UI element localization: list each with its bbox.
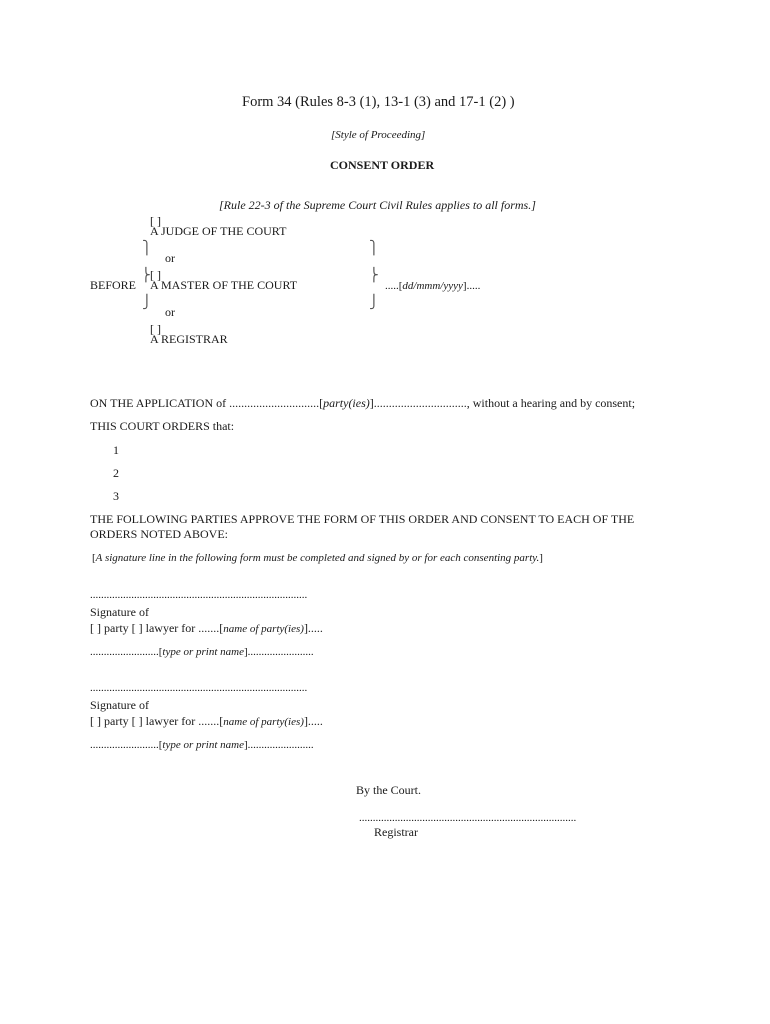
print-prefix-1: .........................[ [90, 646, 163, 658]
print-suffix-1: ]........................ [244, 646, 314, 658]
orders-intro: THIS COURT ORDERS that: [90, 419, 235, 433]
print-italic-2: type or print name [162, 739, 244, 751]
approval-line-2: ORDERS NOTED ABOVE: [90, 527, 229, 541]
note-open: [ [92, 552, 96, 564]
party-prefix-1: [ ] party [ ] lawyer for .......[ [90, 621, 224, 635]
signature-of-label-2: Signature of [90, 698, 149, 712]
or-separator-2: or [165, 305, 175, 319]
checkbox-master[interactable]: [ ] [150, 268, 161, 282]
option-master: A MASTER OF THE COURT [150, 278, 298, 292]
party-name-1: name of party(ies) [223, 623, 304, 635]
right-brace-bottom: ⎭ [369, 294, 379, 309]
approval-line-1: THE FOLLOWING PARTIES APPROVE THE FORM OF THIS ORDER AND CONSENT TO EACH OF THE [90, 512, 635, 526]
order-item-1: 1 [113, 443, 119, 457]
date-placeholder: dd/mmm/yyyy [402, 280, 463, 292]
order-item-3: 3 [113, 489, 119, 503]
signature-note [92, 551, 543, 565]
print-prefix-2: .........................[ [90, 739, 163, 751]
option-judge: A JUDGE OF THE COURT [150, 224, 287, 238]
order-item-2: 2 [113, 466, 119, 480]
right-brace-top: ⎫ [369, 240, 379, 255]
signature-line-2[interactable]: ............................................................................... [90, 682, 308, 694]
note-text: A signature line in the following form must be completed and signed by or for each consenting party. [95, 552, 540, 564]
form-title: Form 34 (Rules 8-3 (1), 13-1 (3) and 17-1 (2) ) [242, 94, 515, 110]
party-suffix-1: ]..... [303, 621, 323, 635]
option-registrar: A REGISTRAR [150, 332, 228, 346]
by-the-court: By the Court. [356, 783, 421, 797]
party-lawyer-line-1[interactable] [90, 621, 323, 636]
left-brace-top: ⎫ [142, 240, 152, 255]
application-party: party(ies) [323, 396, 370, 410]
application-prefix: ON THE APPLICATION of ..............................[ [90, 396, 324, 410]
note-close: ] [539, 552, 543, 564]
signature-of-label-1: Signature of [90, 605, 149, 619]
party-name-2: name of party(ies) [223, 716, 304, 728]
application-line [90, 396, 635, 410]
document-title: CONSENT ORDER [330, 158, 435, 172]
date-suffix: ]..... [462, 280, 481, 292]
left-brace-bottom: ⎭ [142, 294, 152, 309]
party-lawyer-line-2[interactable] [90, 714, 323, 729]
print-name-line-1[interactable] [90, 645, 314, 659]
registrar-label: Registrar [374, 825, 418, 839]
right-brace-mid: ⎬ [369, 267, 379, 282]
checkbox-judge[interactable]: [ ] [150, 214, 161, 228]
print-name-line-2[interactable] [90, 738, 314, 752]
date-prefix: .....[ [385, 280, 403, 292]
print-suffix-2: ]........................ [244, 739, 314, 751]
checkbox-registrar[interactable]: [ ] [150, 322, 161, 336]
before-label: BEFORE [90, 278, 137, 292]
or-separator-1: or [165, 251, 175, 265]
date-field[interactable] [385, 279, 480, 293]
print-italic-1: type or print name [162, 646, 244, 658]
registrar-signature-line[interactable]: ............................................................................... [359, 812, 577, 824]
style-of-proceeding: [Style of Proceeding] [331, 129, 426, 141]
rule-note: [Rule 22-3 of the Supreme Court Civil Rules applies to all forms.] [219, 198, 536, 212]
application-suffix: ]..............................., without a hearing and by consent; [369, 396, 636, 410]
signature-line-1[interactable]: ............................................................................... [90, 589, 308, 601]
party-suffix-2: ]..... [303, 714, 323, 728]
party-prefix-2: [ ] party [ ] lawyer for .......[ [90, 714, 224, 728]
left-brace-mid: ⎬ [141, 267, 151, 282]
